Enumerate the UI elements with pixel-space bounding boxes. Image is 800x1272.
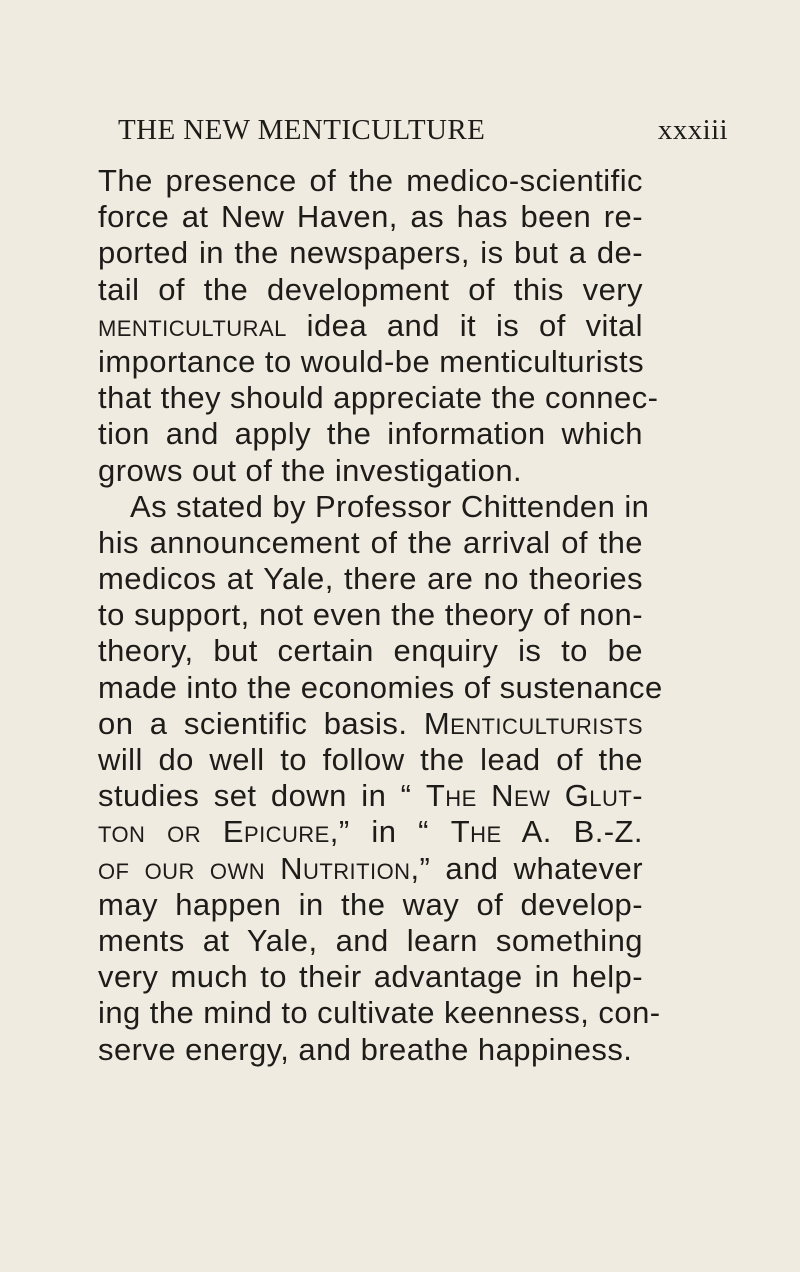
- text-line: on a scientific basis. Menticulturists: [98, 705, 643, 741]
- text-line: ported in the newspapers, is but a de-: [98, 235, 643, 271]
- text-line: As stated by Professor Chittenden in: [130, 488, 650, 524]
- text-line: made into the economies of sustenance: [98, 669, 663, 705]
- text-line: grows out of the investigation.: [98, 452, 523, 488]
- page-number: xxxiii: [657, 114, 728, 146]
- text-line: tion and apply the information which: [98, 416, 643, 452]
- text-line: studies set down in “ The New Glut-: [98, 778, 643, 814]
- paragraph-1: [98, 163, 659, 489]
- text-line: ments at Yale, and learn something: [98, 922, 643, 958]
- text-line: medicos at Yale, there are no theories: [98, 561, 643, 597]
- paragraph-2: [98, 488, 663, 1068]
- text-line: to support, not even the theory of non-: [98, 597, 643, 633]
- text-line: The presence of the medico-scientific: [98, 163, 643, 198]
- text-line: ing the mind to cultivate keenness, con-: [98, 995, 661, 1031]
- text-line: serve energy, and breathe happiness.: [98, 1031, 633, 1067]
- text-line: ton or Epicure,” in “ The A. B.-Z.: [98, 814, 643, 850]
- text-line: that they should appreciate the connec-: [98, 380, 659, 416]
- body-text: [98, 163, 663, 1068]
- text-line: will do well to follow the lead of the: [98, 742, 643, 777]
- text-line: menticultural idea and it is of vital: [98, 307, 643, 343]
- text-line: tail of the development of this very: [98, 271, 643, 307]
- text-line: theory, but certain enquiry is to be: [98, 633, 643, 669]
- text-line: force at New Haven, as has been re-: [98, 199, 643, 235]
- text-line: importance to would-be menticulturists: [98, 343, 645, 379]
- page-header: [88, 114, 728, 154]
- running-title: THE NEW MENTICULTURE: [118, 114, 486, 146]
- text-line: may happen in the way of develop-: [98, 886, 643, 922]
- text-line: of our own Nutrition,” and whatever: [98, 850, 643, 886]
- text-line: his announcement of the arrival of the: [98, 524, 643, 560]
- text-line: very much to their advantage in help-: [98, 959, 643, 995]
